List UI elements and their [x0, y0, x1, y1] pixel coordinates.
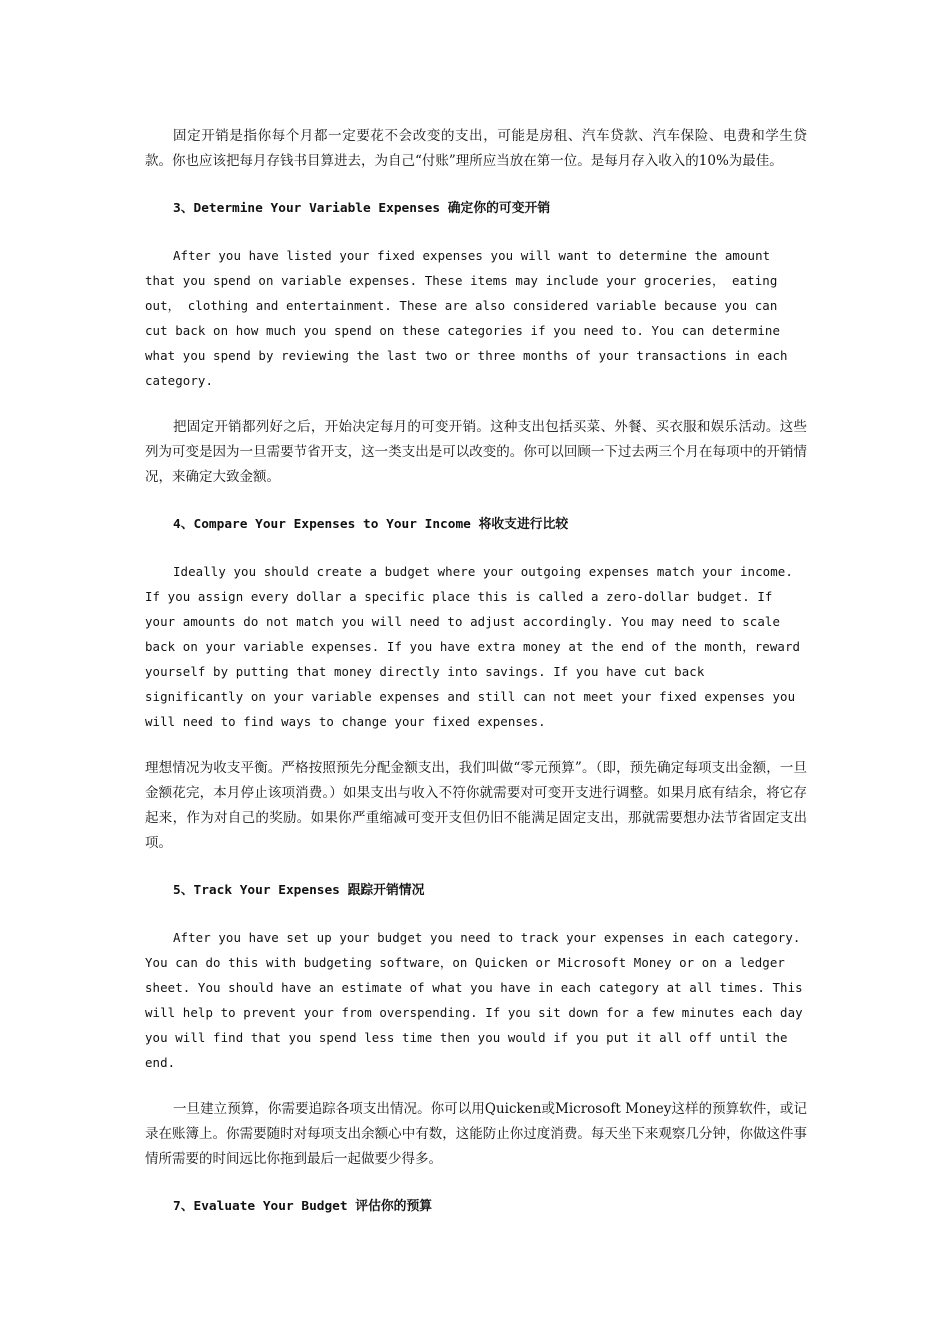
- paragraph-variable-expenses-en: After you have listed your fixed expenses you will want to determine the amount that you spend on variable expenses. These items may include your groceries， eating out， clothing and entertainment. These are also considered variable because you can cut back on how much you spend on these categories if you need to. You can determine what you spend by reviewing the last two or three months of your transactions in each category.: [145, 248, 788, 388]
- paragraph-variable-expenses-zh: 把固定开销都列好之后，开始决定每月的可变开销。这种支出包括买菜、外餐、买衣服和娱乐活动。这些列为可变是因为一旦需要节省开支，这一类支出是可以改变的。你可以回顾一下过去两三个月在每项中的开销情况，来确定大致金额。: [145, 419, 807, 485]
- heading-evaluate-budget: 7、Evaluate Your Budget 评估你的预算: [173, 1199, 433, 1214]
- paragraph-fixed-expenses-zh: 固定开销是指你每个月都一定要花不会改变的支出，可能是房租、汽车贷款、汽车保险、电费和学生贷款。你也应该把每月存钱书目算进去，为自己“付账”理所应当放在第一位。是每月存入收入的10%为最佳。: [145, 128, 807, 169]
- paragraph-track-expenses-zh: 一旦建立预算，你需要追踪各项支出情况。你可以用Quicken或Microsoft Money这样的预算软件，或记录在账簿上。你需要随时对每项支出余额心中有数，这能防止你过度消费。每天坐下来观察几分钟，你做这件事情所需要的时间远比你拖到最后一起做要少得多。: [145, 1101, 807, 1167]
- heading-track-expenses: 5、Track Your Expenses 跟踪开销情况: [173, 883, 425, 898]
- paragraph-compare-expenses-en: Ideally you should create a budget where your outgoing expenses match your income. If you assign every dollar a specific place this is called a zero-dollar budget. If your amounts do not match you will need to adjust accordingly. You may need to scale back on your variable expenses. If you have extra money at the end of the month，reward yourself by putting that money directly into savings. If you have cut back significantly on your variable expenses and still can not meet your fixed expenses you will need to find ways to change your fixed expenses.: [145, 564, 801, 729]
- document-body: [145, 124, 807, 1219]
- heading-compare-expenses: 4、Compare Your Expenses to Your Income 将收支进行比较: [173, 517, 569, 532]
- paragraph-track-expenses-en: After you have set up your budget you need to track your expenses in each category. You can do this with budgeting software，on Quicken or Microsoft Money or on a ledger sheet. You should have an estimate of what you have in each category at all times. This will help to prevent your from overspending. If you sit down for a few minutes each day you will find that you spend less time then you would if you put it all off until the end.: [145, 930, 803, 1070]
- paragraph-compare-expenses-zh: 理想情况为收支平衡。严格按照预先分配金额支出，我们叫做“零元预算”。（即，预先确定每项支出金额，一旦金额花完，本月停止该项消费。）如果支出与收入不符你就需要对可变开支进行调整。如果月底有结余，将它存起来，作为对自己的奖励。如果你严重缩减可变开支但仍旧不能满足固定支出，那就需要想办法节省固定支出项。: [145, 760, 807, 851]
- heading-variable-expenses: 3、Determine Your Variable Expenses 确定你的可变开销: [173, 201, 551, 216]
